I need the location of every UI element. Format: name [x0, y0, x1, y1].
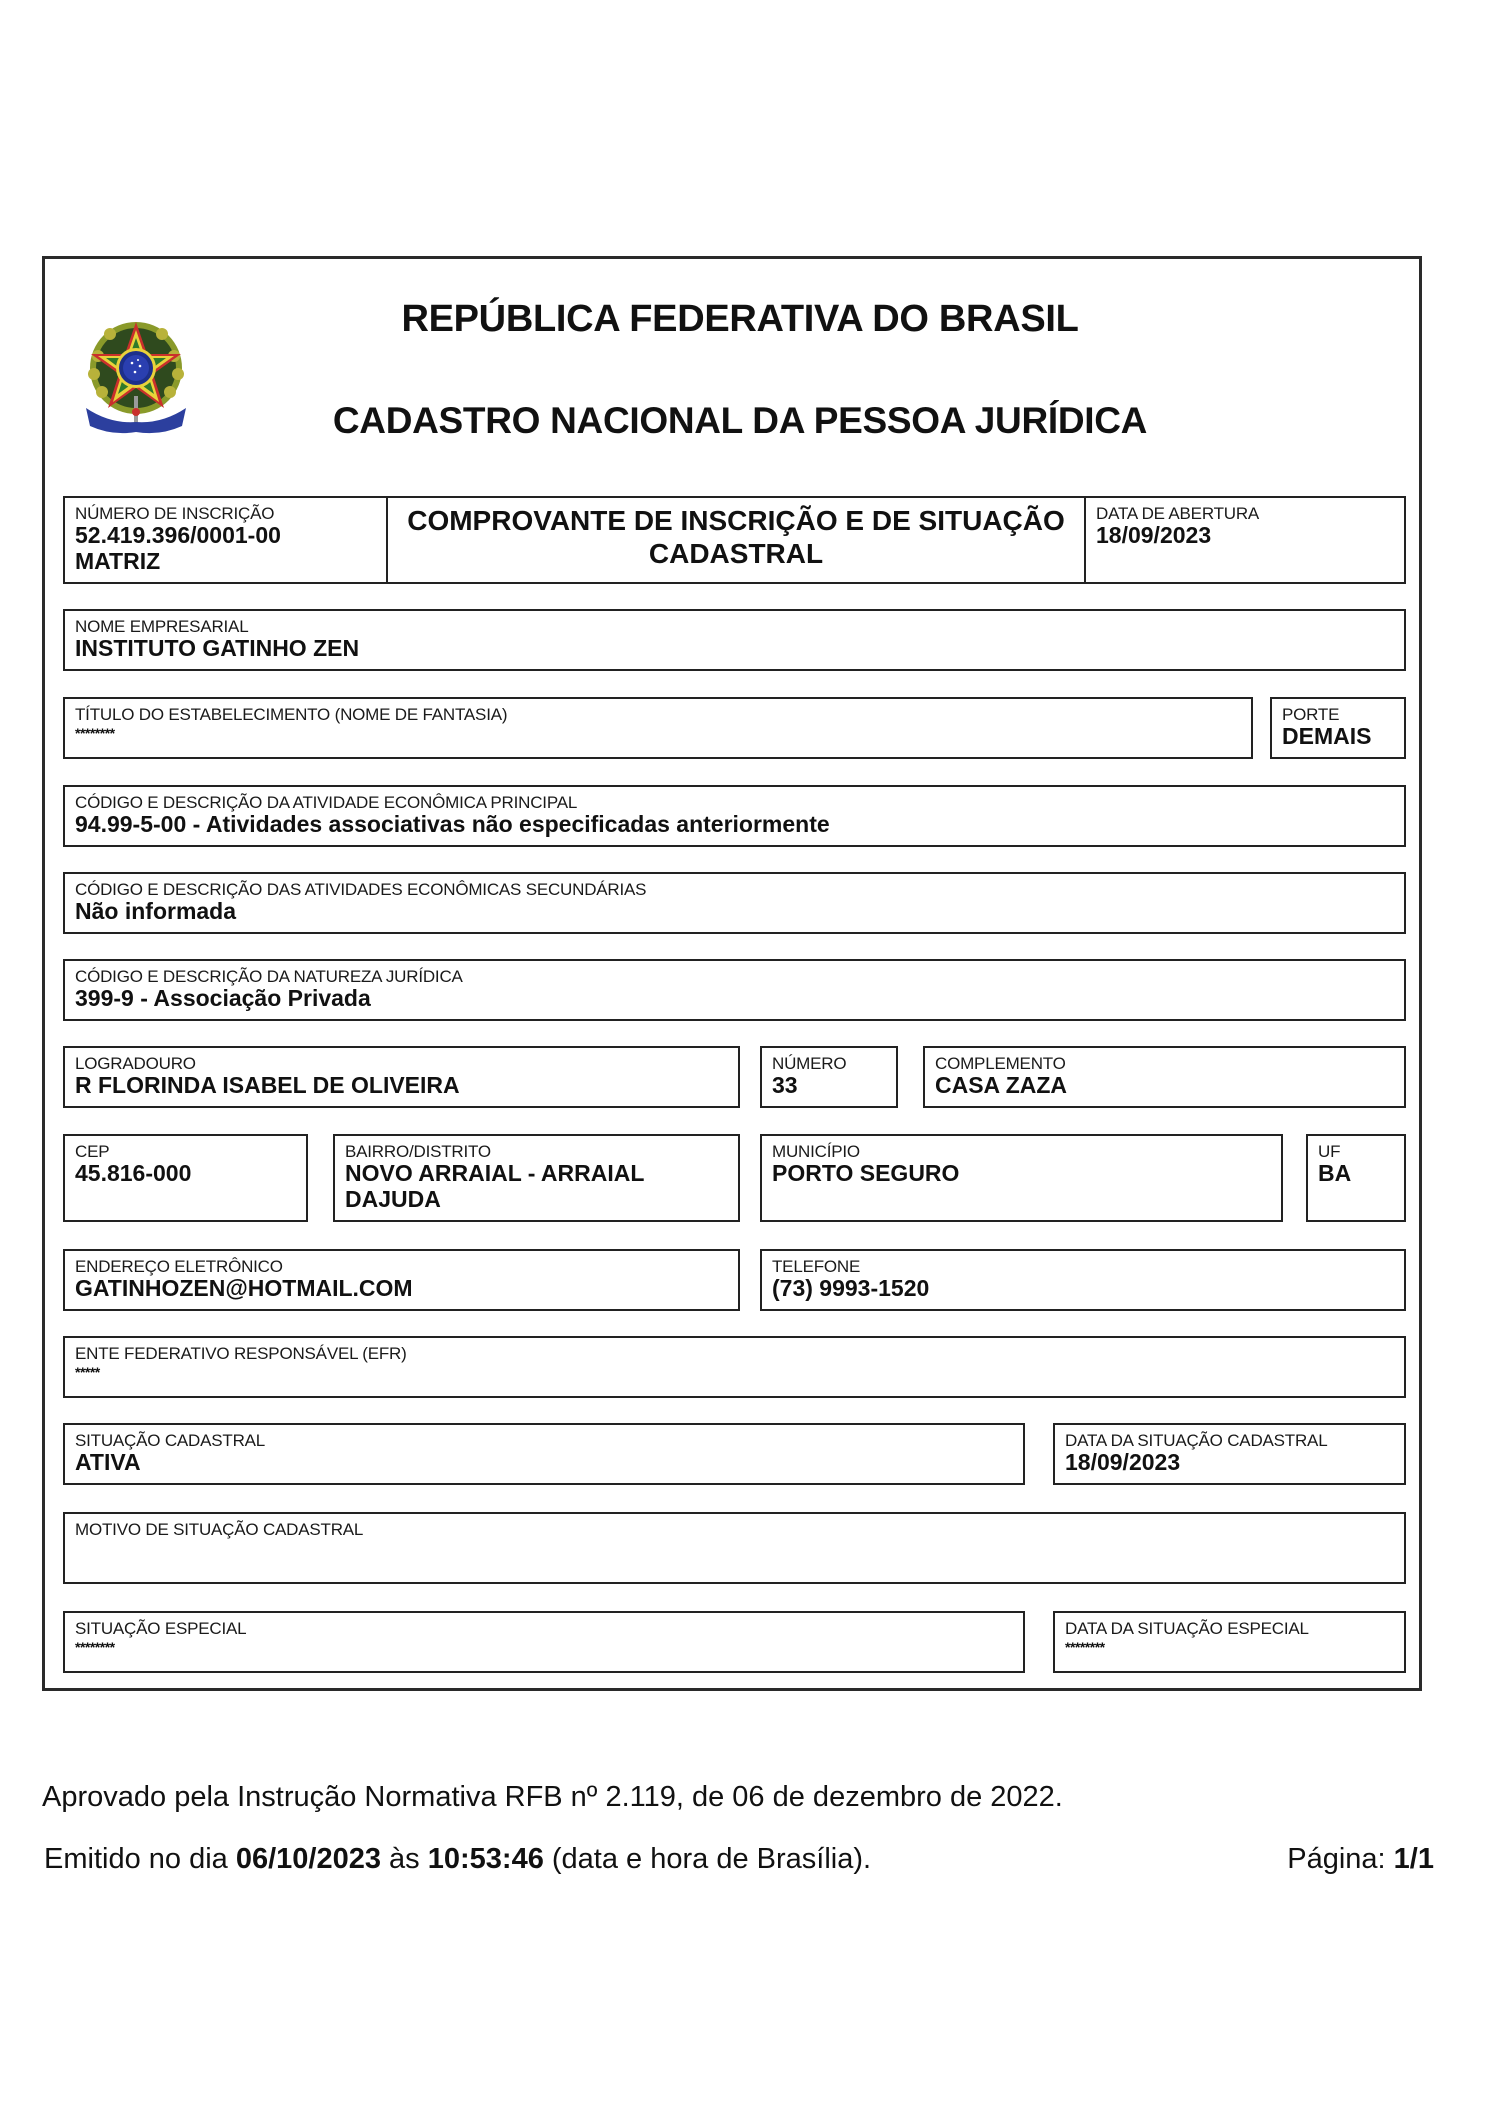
situacao-especial-value: ******** — [75, 1639, 115, 1655]
email-value: GATINHOZEN@HOTMAIL.COM — [75, 1275, 413, 1301]
motivo-situacao-field — [63, 1512, 1406, 1584]
numero-value: 33 — [772, 1072, 798, 1098]
nome-empresarial-value: INSTITUTO GATINHO ZEN — [75, 635, 360, 661]
uf-value: BA — [1318, 1160, 1352, 1186]
situacao-cadastral-value: ATIVA — [75, 1449, 141, 1475]
comprovante-title-line1: COMPROVANTE DE INSCRIÇÃO E DE SITUAÇÃO — [407, 505, 1065, 536]
data-situacao-especial-field — [1053, 1611, 1406, 1673]
logradouro-label: LOGRADOURO — [75, 1054, 196, 1073]
atividade-principal-field — [63, 785, 1406, 847]
numero-inscricao-value: 52.419.396/0001-00 — [75, 522, 281, 548]
issued-date: 06/10/2023 — [235, 1843, 381, 1875]
comprovante-title — [388, 504, 1084, 570]
cep-value: 45.816-000 — [75, 1160, 192, 1186]
situacao-cadastral-field — [63, 1423, 1025, 1485]
cep-field — [63, 1134, 308, 1222]
atividades-secundarias-value: Não informada — [75, 898, 237, 924]
atividade-principal-value: 94.99-5-00 - Atividades associativas não especificadas anteriormente — [75, 811, 830, 837]
page-label: Página: — [1287, 1843, 1394, 1875]
porte-field — [1270, 697, 1406, 759]
logradouro-field — [63, 1046, 740, 1108]
telefone-label: TELEFONE — [772, 1257, 861, 1276]
issued-mid: às — [380, 1843, 428, 1875]
titulo-estabelecimento-label: TÍTULO DO ESTABELECIMENTO (NOME DE FANTASIA) — [75, 705, 508, 724]
issued-time: 10:53:46 — [427, 1843, 544, 1875]
atividades-secundarias-label: CÓDIGO E DESCRIÇÃO DAS ATIVIDADES ECONÔMICAS SECUNDÁRIAS — [75, 880, 647, 899]
natureza-juridica-label: CÓDIGO E DESCRIÇÃO DA NATUREZA JURÍDICA — [75, 967, 463, 986]
data-situacao-especial-label: DATA DA SITUAÇÃO ESPECIAL — [1065, 1619, 1309, 1638]
telefone-field — [760, 1249, 1406, 1311]
natureza-juridica-value: 399-9 - Associação Privada — [75, 985, 371, 1011]
titulo-estabelecimento-field — [63, 697, 1253, 759]
uf-field — [1306, 1134, 1406, 1222]
issued-prefix: Emitido no dia — [44, 1843, 236, 1875]
numero-label: NÚMERO — [772, 1054, 847, 1073]
issued-suffix: (data e hora de Brasília). — [543, 1843, 872, 1875]
registration-header-row — [63, 496, 1406, 584]
page-title: REPÚBLICA FEDERATIVA DO BRASIL — [401, 298, 1079, 340]
data-situacao-especial-value: ******** — [1065, 1639, 1105, 1655]
municipio-value: PORTO SEGURO — [772, 1160, 960, 1186]
bairro-value-line2: DAJUDA — [345, 1186, 441, 1212]
complemento-value: CASA ZAZA — [935, 1072, 1068, 1098]
natureza-juridica-field — [63, 959, 1406, 1021]
numero-inscricao-label: NÚMERO DE INSCRIÇÃO — [75, 504, 275, 523]
approval-note: Aprovado pela Instrução Normativa RFB nº 2.119, de 06 de dezembro de 2022. — [42, 1781, 1063, 1813]
efr-field — [63, 1336, 1406, 1398]
data-situacao-cadastral-field — [1053, 1423, 1406, 1485]
comprovante-title-cell — [388, 498, 1084, 582]
municipio-label: MUNICÍPIO — [772, 1142, 860, 1161]
situacao-cadastral-label: SITUAÇÃO CADASTRAL — [75, 1431, 266, 1450]
nome-empresarial-label: NOME EMPRESARIAL — [75, 617, 249, 636]
data-abertura-value: 18/09/2023 — [1096, 522, 1212, 548]
porte-label: PORTE — [1282, 705, 1340, 724]
efr-value: ***** — [75, 1364, 100, 1380]
complemento-field — [923, 1046, 1406, 1108]
complemento-label: COMPLEMENTO — [935, 1054, 1066, 1073]
data-situacao-cadastral-label: DATA DA SITUAÇÃO CADASTRAL — [1065, 1431, 1328, 1450]
bairro-label: BAIRRO/DISTRITO — [345, 1142, 491, 1161]
logradouro-value: R FLORINDA ISABEL DE OLIVEIRA — [75, 1072, 460, 1098]
efr-label: ENTE FEDERATIVO RESPONSÁVEL (EFR) — [75, 1344, 407, 1363]
page-indicator — [1287, 1843, 1434, 1876]
atividades-secundarias-field — [63, 872, 1406, 934]
titulo-estabelecimento-value: ******** — [75, 725, 115, 741]
data-situacao-cadastral-value: 18/09/2023 — [1065, 1449, 1181, 1475]
column-divider — [1084, 498, 1086, 582]
telefone-value: (73) 9993-1520 — [772, 1275, 930, 1301]
cep-label: CEP — [75, 1142, 110, 1161]
situacao-especial-field — [63, 1611, 1025, 1673]
page-value: 1/1 — [1393, 1843, 1434, 1875]
bairro-value-line1: NOVO ARRAIAL - ARRAIAL — [345, 1160, 645, 1186]
municipio-field — [760, 1134, 1283, 1222]
nome-empresarial-field — [63, 609, 1406, 671]
bairro-field — [333, 1134, 740, 1222]
data-abertura-label: DATA DE ABERTURA — [1096, 504, 1260, 523]
issued-timestamp — [44, 1843, 871, 1876]
atividade-principal-label: CÓDIGO E DESCRIÇÃO DA ATIVIDADE ECONÔMICA PRINCIPAL — [75, 793, 578, 812]
inscricao-type-value: MATRIZ — [75, 548, 161, 574]
comprovante-title-line2: CADASTRAL — [648, 538, 824, 569]
porte-value: DEMAIS — [1282, 723, 1372, 749]
email-label: ENDEREÇO ELETRÔNICO — [75, 1257, 283, 1276]
motivo-situacao-label: MOTIVO DE SITUAÇÃO CADASTRAL — [75, 1520, 364, 1539]
numero-field — [760, 1046, 898, 1108]
situacao-especial-label: SITUAÇÃO ESPECIAL — [75, 1619, 247, 1638]
email-field — [63, 1249, 740, 1311]
uf-label: UF — [1318, 1142, 1341, 1161]
page-subtitle: CADASTRO NACIONAL DA PESSOA JURÍDICA — [332, 400, 1148, 441]
